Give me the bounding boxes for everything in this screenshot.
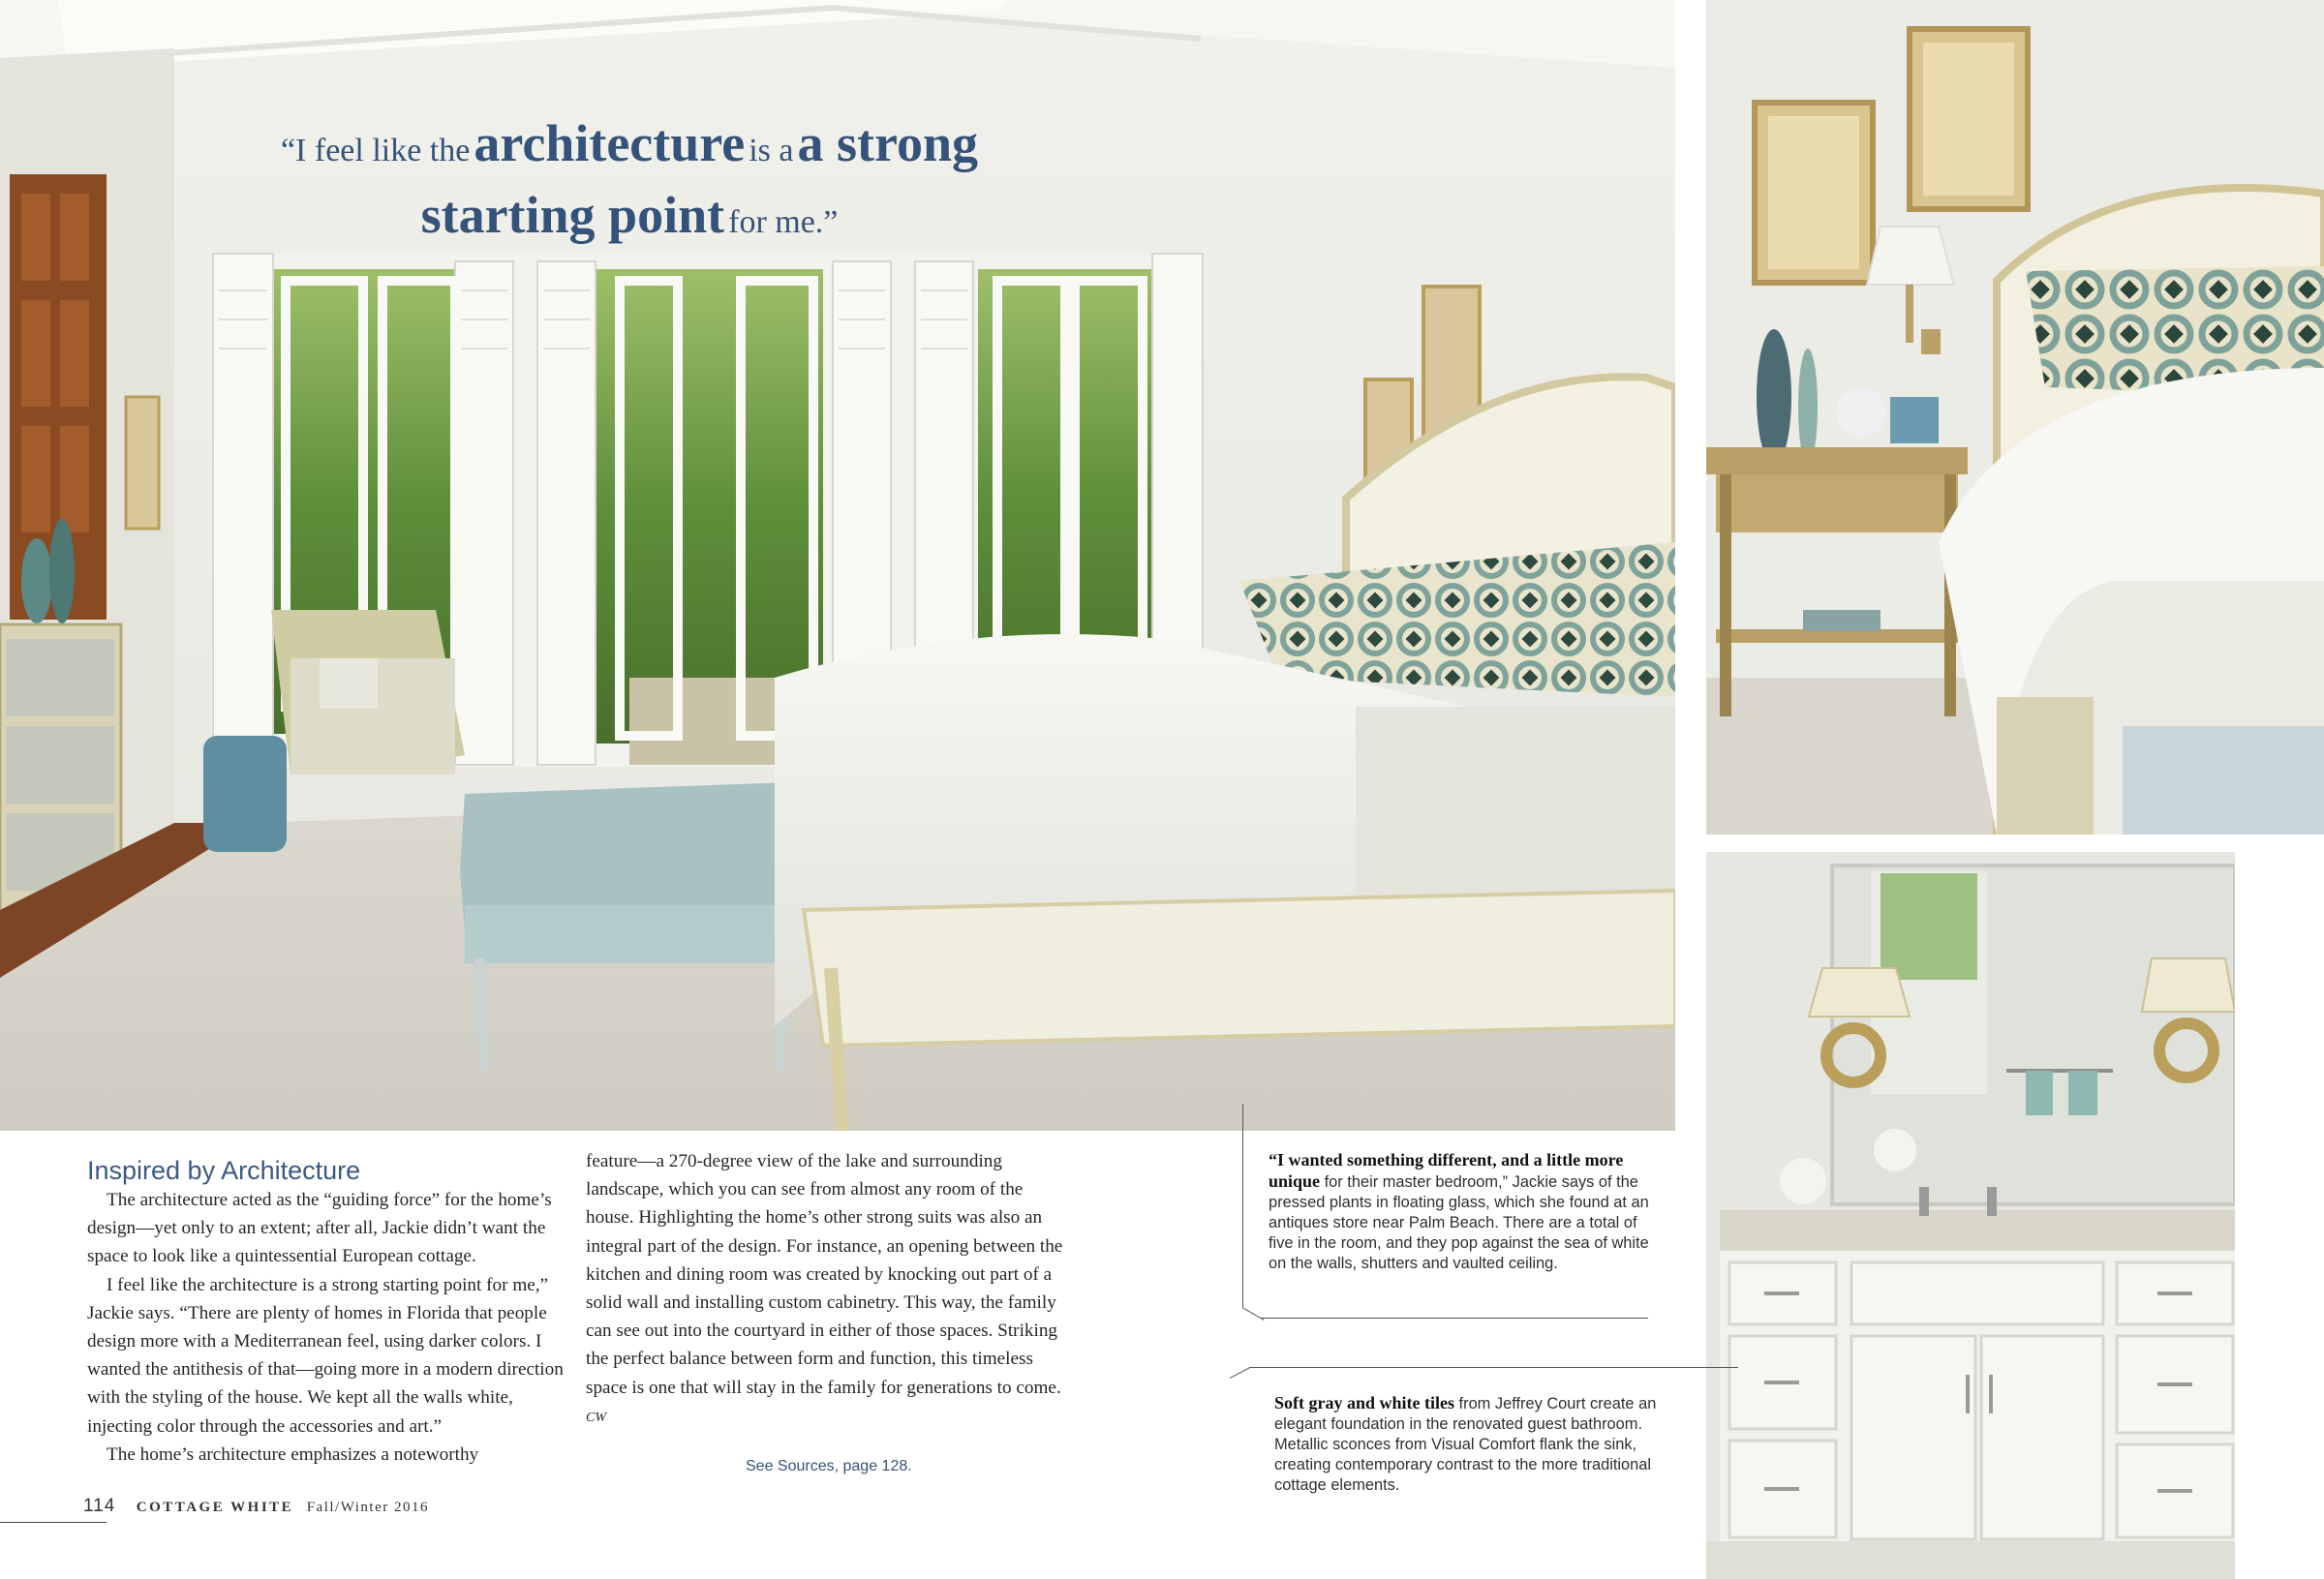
- article-paragraph: The home’s architecture emphasizes a noteworthy: [107, 1443, 479, 1465]
- article-paragraph: I feel like the architecture is a strong starting point for me,” Jackie says. “There are plenty of homes in Florida that people design more with a Mediterranean feel, using darker colors. I wanted the antithesis of that—going more in a modern direction with the styling of the house. We kept all the walls white, injecting color through the accessories and art.”: [87, 1274, 564, 1437]
- bathroom-photo-illustration: [1706, 852, 2235, 1579]
- bedside-photo-illustration: [1706, 0, 2324, 835]
- issue-date: Fall/Winter 2016: [306, 1500, 430, 1515]
- footer-rule: [0, 1522, 107, 1523]
- caption-text: for their master bedroom,” Jackie says of the pressed plants in floating glass, which she found at an antiques store near Palm Beach. There are a total of five in the room, and they pop against the sea of white on the walls, shutters and vaulted ceiling.: [1269, 1173, 1649, 1272]
- magazine-name: COTTAGE WHITE: [136, 1500, 294, 1515]
- bedside-photo: [1706, 0, 2324, 835]
- end-mark: CW: [586, 1410, 606, 1425]
- pull-quote-part5: starting point: [420, 186, 725, 244]
- bathroom-photo: [1706, 852, 2235, 1579]
- article-paragraph: [586, 1147, 1065, 1432]
- article-paragraph: The architecture acted as the “guiding force” for the home’s design—yet only to an extent; after all, Jackie didn’t want the space to look like a quintessential European cottage.: [87, 1190, 552, 1267]
- pull-quote-part6: for me.”: [728, 204, 839, 240]
- pull-quote-part2: architecture: [474, 114, 746, 172]
- article-paragraph-text: feature—a 270-degree view of the lake and surrounding landscape, which you can see from almost any room of the house. Highlighting the home’s other strong suits was also an integral part of the design. For instance, an opening between the kitchen and dining room was created by knocking out part of a solid wall and installing custom cabinetry. This way, the family can see out into the courtyard in either of those spaces. Striking the perfect balance between form and function, this timeless space is one that will stay in the family for generations to come.: [586, 1151, 1063, 1398]
- article-column-2: [586, 1147, 1065, 1432]
- caption-tiles: [1274, 1393, 1671, 1496]
- caption-pressed-plants: [1269, 1150, 1656, 1274]
- caption-lead: Soft gray and white tiles: [1274, 1393, 1454, 1412]
- caption-lead: “I wanted something different, and a little more unique: [1269, 1150, 1624, 1191]
- page-footer: [83, 1496, 429, 1517]
- caption-leader-line: [1230, 1367, 1251, 1379]
- pull-quote-part1: “I feel like the: [280, 133, 471, 168]
- article-column-1: [87, 1186, 571, 1469]
- pull-quote-part3: is a: [749, 133, 794, 168]
- section-heading: Inspired by Architecture: [87, 1156, 361, 1185]
- caption-leader-line: [1261, 1318, 1648, 1319]
- caption-leader-line: [1242, 1104, 1243, 1307]
- caption-leader-line: [1249, 1367, 1738, 1368]
- pull-quote-part4: a strong: [797, 114, 979, 172]
- pull-quote: [155, 114, 1104, 258]
- page-number: 114: [83, 1496, 116, 1516]
- sources-note: See Sources, page 128.: [746, 1458, 912, 1474]
- caption-text: from Jeffrey Court create an elegant foundation in the renovated guest bathroom. Metallic sconces from Visual Comfort flank the sink, creating contemporary contrast to the more traditional cottage elements.: [1274, 1395, 1657, 1494]
